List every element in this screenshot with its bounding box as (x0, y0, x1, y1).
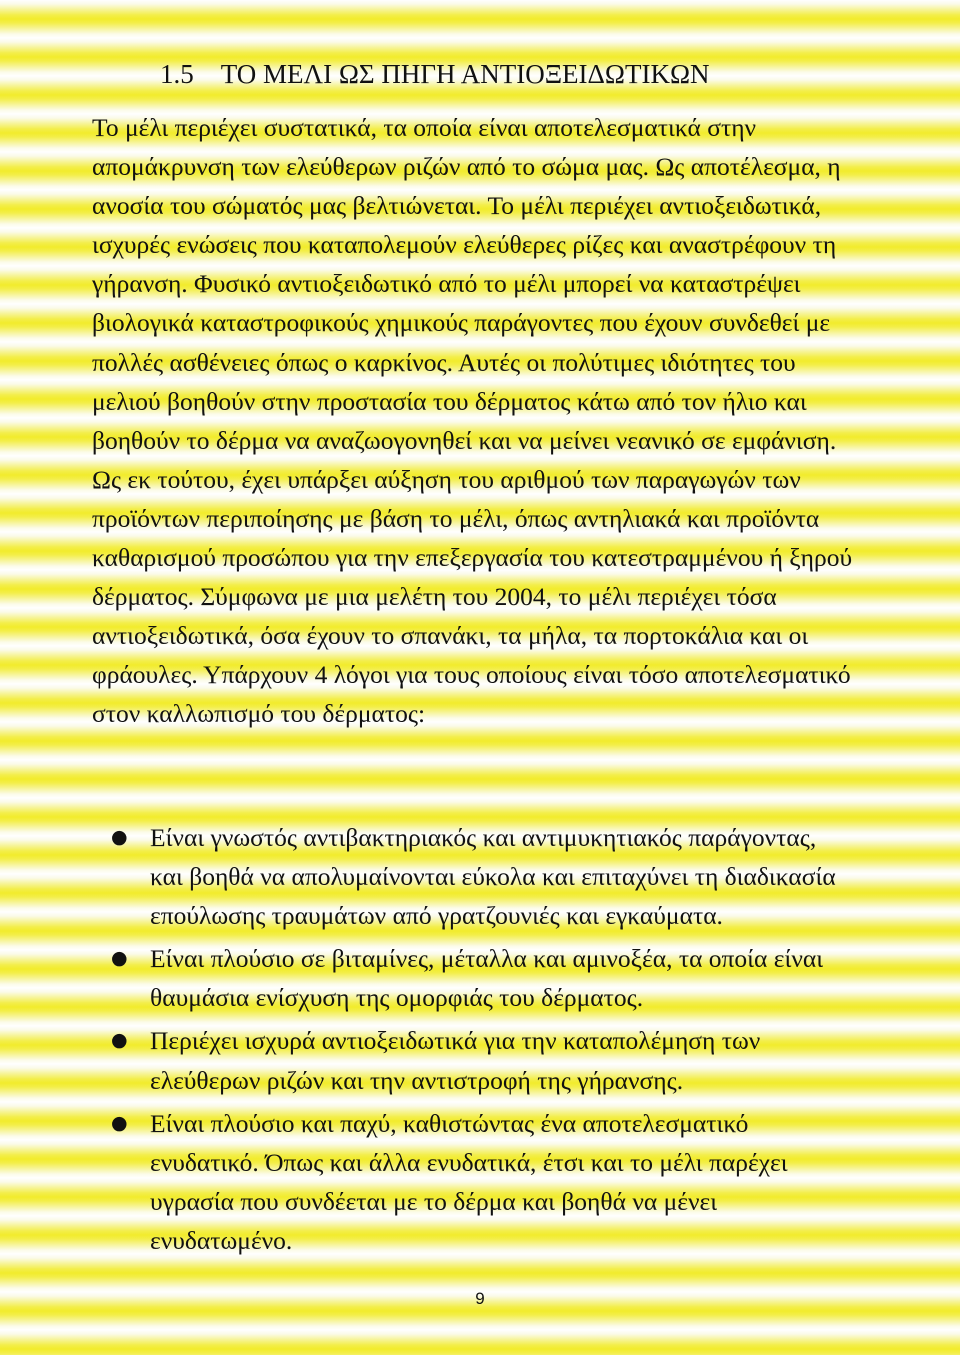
bullet-icon: ● (111, 947, 128, 970)
list-item (0, 939, 840, 1017)
list-item-text: Είναι πλούσιο σε βιταμίνες, μέταλλα και αμινοξέα, τα οποία είναι θαυμάσια ενίσχυση της ομορφιάς του δέρματος. (150, 944, 824, 1013)
page-number: 9 (475, 1289, 485, 1308)
list-item (0, 818, 840, 935)
list-item (0, 1021, 840, 1099)
list-item-text: Είναι γνωστός αντιβακτηριακός και αντιμυκητιακός παράγοντας, και βοηθά να απολυμαίνονται εύκολα και επιταχύνει τη διαδικασία επούλωσης τραυμάτων από γρατζουνιές και εγκαύματα. (150, 823, 836, 931)
body-paragraph: Το μέλι περιέχει συστατικά, τα οποία είναι αποτελεσματικά στην απομάκρυνση των ελεύθερων ριζών από το σώμα μας. Ως αποτέλεσμα, η ανοσία του σώματός μας βελτιώνεται. Το μέλι περιέχει αντιοξειδωτικά, ισχυρές ενώσεις που καταπολεμούν ελεύθερες ρίζες και αναστρέφουν τη γήρανση. Φυσικό αντιοξειδωτικό από το μέλι μπορεί να καταστρέψει βιολογικά καταστροφικούς χημικούς παράγοντες που έχουν συνδεθεί με πολλές ασθένειες όπως ο καρκίνος. Αυτές οι πολύτιμες ιδιότητες του μελιού βοηθούν στην προστασία του δέρματος κάτω από τον ήλιο και βοηθούν το δέρμα να αναζωογονηθεί και να μείνει νεανικό σε εμφάνιση. Ως εκ τούτου, έχει υπάρξει αύξηση του αριθμού των παραγωγών των προϊόντων περιποίησης με βάση το μέλι, όπως αντηλιακά και προϊόντα καθαρισμού προσώπου για την επεξεργασία του κατεστραμμένου ή ξηρού δέρματος. Σύμφωνα με μια μελέτη του 2004, το μέλι περιέχει τόσα αντιοξειδωτικά, όσα έχουν το σπανάκι, τα μήλα, τα πορτοκάλια και οι φράουλες. Υπάρχουν 4 λόγοι για τους οποίους είναι τόσο αποτελεσματικό στον καλλωπισμό του δέρματος: (92, 113, 853, 729)
list-item-text: Είναι πλούσιο και παχύ, καθιστώντας ένα αποτελεσματικό ενυδατικό. Όπως και άλλα ενυδατικά, έτσι και το μέλι παρέχει υγρασία που συνδέεται με το δέρμα και βοηθά να μένει ενυδατωμένο. (150, 1108, 788, 1255)
bullet-icon: ● (111, 1029, 128, 1052)
list-item (0, 1104, 840, 1260)
section-number: 1.5 (160, 59, 194, 89)
bullet-icon: ● (111, 826, 128, 848)
section-title: ΤΟ ΜΕΛΙ ΩΣ ΠΗΓΗ ΑΝΤΙΟΞΕΙΔΩΤΙΚΩΝ (220, 59, 710, 89)
section-heading (160, 56, 710, 92)
list-item-text: Περιέχει ισχυρά αντιοξειδωτικά για την καταπολέμηση των ελεύθερων ριζών και την αντιστροφή της γήρανσης. (150, 1026, 761, 1095)
bullet-list (0, 818, 960, 1264)
bullet-icon: ● (111, 1111, 128, 1134)
